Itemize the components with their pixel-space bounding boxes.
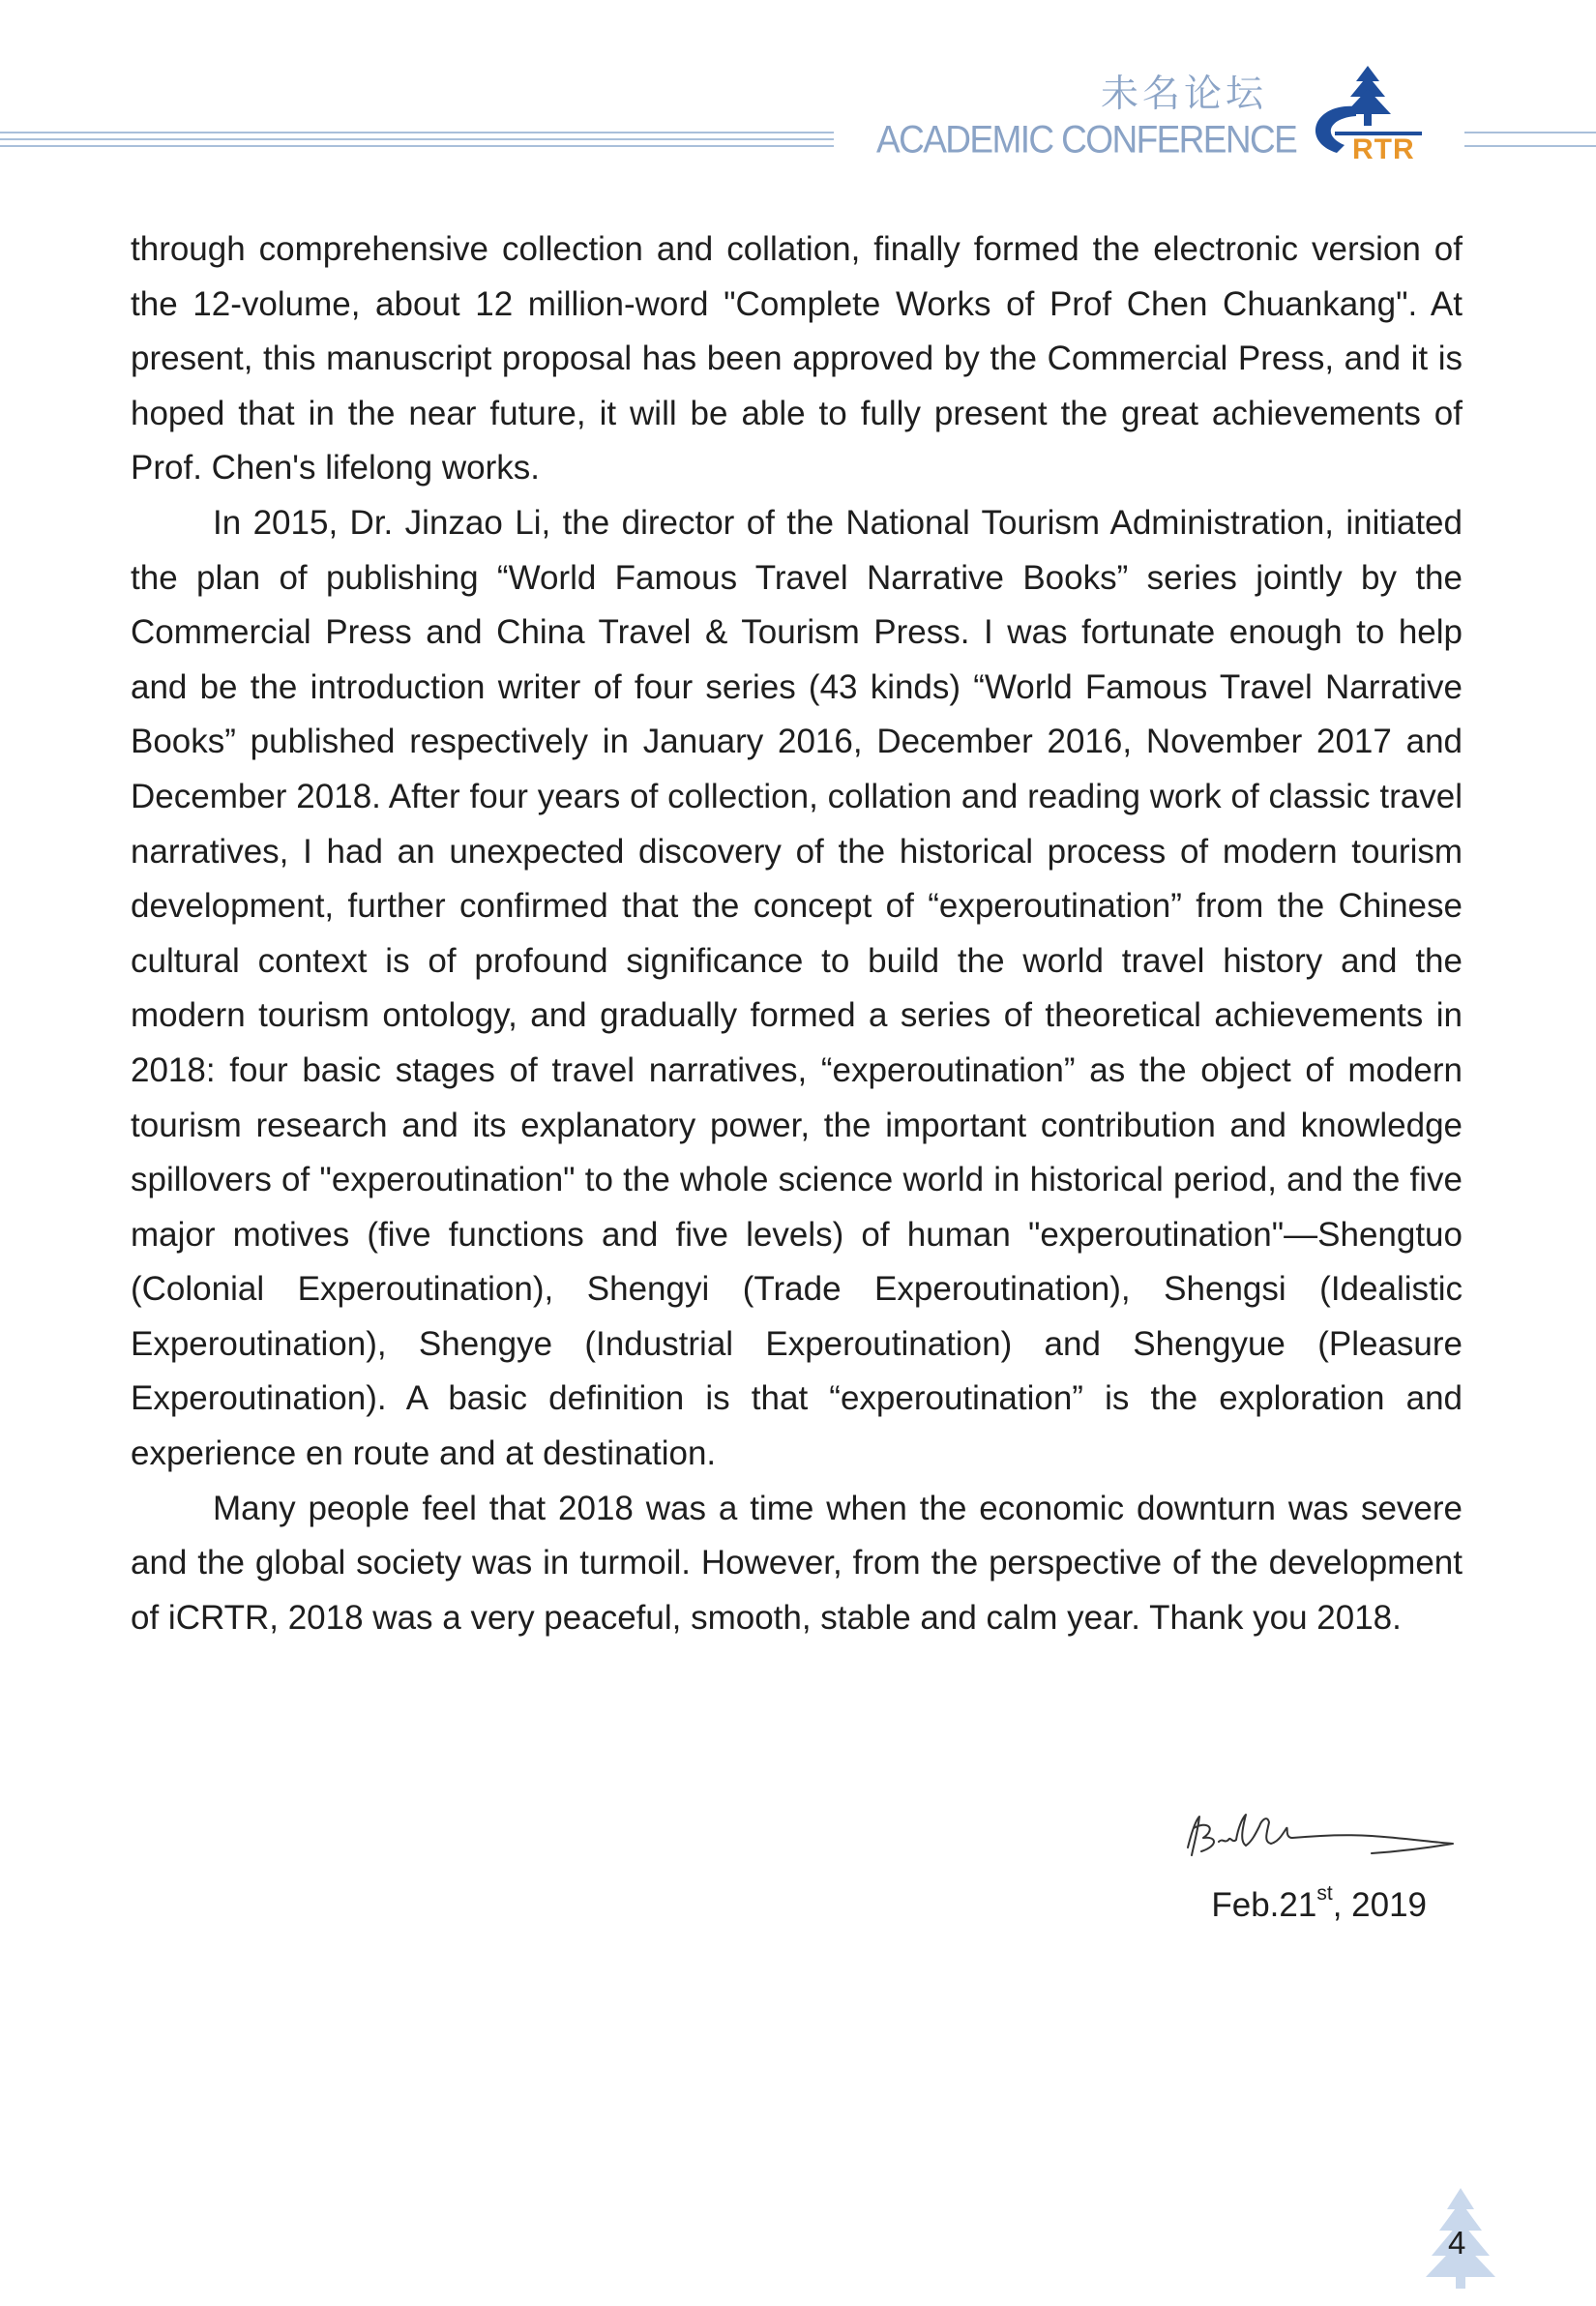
body-text <box>131 222 1463 1645</box>
header-rule-left-3 <box>0 145 834 147</box>
crtr-logo <box>1296 64 1432 161</box>
page-number: 4 <box>1448 2225 1466 2261</box>
letter-date <box>1211 1882 1427 1925</box>
header-rule-left-2 <box>0 138 834 140</box>
header-title-cn: 未名论坛 <box>1101 73 1268 116</box>
logo-text: RTR <box>1352 133 1415 161</box>
paragraph-2: In 2015, Dr. Jinzao Li, the director of the National Tourism Administration, initiated the plan of publishing “World Famous Travel Narrative Books” series jointly by the Commercial Press and China Travel & Tourism Press. I was fortunate enough to help and be the introduction writer of four series (43 kinds) “World Famous Travel Narrative Books” published respectively in January 2016, December 2016, November 2017 and December 2018. After four years of collection, collation and reading work of classic travel narratives, I had an unexpected discovery of the historical process of modern tourism development, further confirmed that the concept of “experoutination” from the Chinese cultural context is of profound significance to build the world travel history and the modern tourism ontology, and gradually formed a series of theoretical achievements in 2018: four basic stages of travel narratives, “experoutination” as the object of modern tourism research and its explanatory power, the important contribution and knowledge spillovers of "experoutination" to the whole science world in historical period, and the five major motives (five functions and five levels) of human "experoutination"—Shengtuo (Colonial Experoutination), Shengyi (Trade Experoutination), Shengsi (Idealistic Experoutination), Shengye (Industrial Experoutination) and Shengyue (Pleasure Experoutination). A basic definition is that “experoutination” is the exploration and experience en route and at destination. <box>131 503 1463 1473</box>
header-rule-right-1 <box>1464 132 1596 133</box>
handwritten-signature <box>1178 1799 1459 1877</box>
paragraph-1: through comprehensive collection and collation, finally formed the electronic version of the 12-volume, about 12 million-word "Complete Works of Prof Chen Chuankang". At present, this manuscript proposal has been approved by the Commercial Press, and it is hoped that in the near future, it will be able to fully present the great achievements of Prof. Chen's lifelong works. <box>131 230 1463 488</box>
header-rule-left-1 <box>0 132 834 133</box>
header-title-en: ACADEMIC CONFERENCE <box>876 118 1297 162</box>
logo-c-arc <box>1315 106 1356 153</box>
tree-icon <box>1345 66 1391 126</box>
date-ordinal-suffix: st <box>1316 1882 1333 1905</box>
paragraph-3: Many people feel that 2018 was a time when the economic downturn was severe and the global society was in turmoil. However, from the perspective of the development of iCRTR, 2018 was a very peaceful, smooth, stable and calm year. Thank you 2018. <box>131 1489 1463 1637</box>
header-rule-right-2 <box>1464 145 1596 147</box>
date-rest: , 2019 <box>1332 1886 1427 1924</box>
date-prefix: Feb.21 <box>1211 1886 1317 1924</box>
